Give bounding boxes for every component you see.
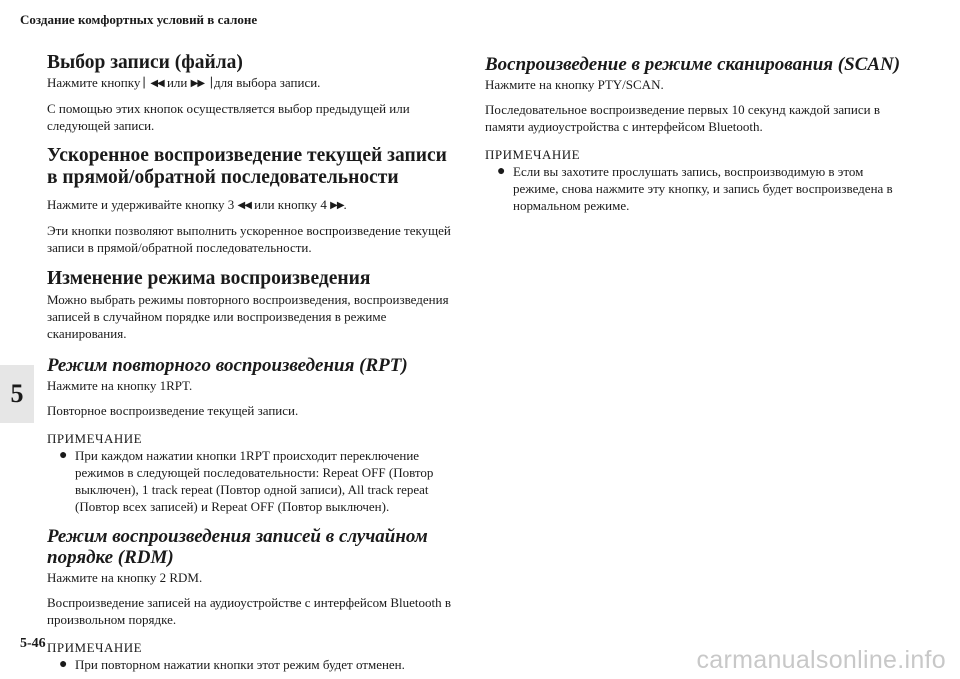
paragraph: С помощью этих кнопок осуществляется выбор предыдущей или следующей записи.	[47, 101, 410, 133]
paragraph: Можно выбрать режимы повторного воспроизведения, воспроизведения записей в случайном порядке или воспроизведения в режиме сканирования.	[47, 292, 449, 341]
rewind-icon: ◀◀	[237, 200, 251, 211]
paragraph: Нажмите на кнопку 2 RDM.	[47, 570, 203, 585]
note-label: ПРИМЕЧАНИЕ	[47, 431, 143, 446]
paragraph: Нажмите на кнопку 1RPT.	[47, 378, 193, 393]
bullet-dot-icon: ●	[59, 448, 68, 463]
section-title-play-mode: Изменение режима воспроизведения	[47, 268, 371, 289]
text: или кнопку 4	[254, 197, 327, 212]
text: или	[166, 75, 188, 90]
section-title-track-select: Выбор записи (файла)	[47, 52, 243, 73]
note-bullet	[47, 656, 463, 673]
fast-forward-icon: ▶▶	[330, 200, 344, 211]
skip-previous-icon: ▏◀◀	[143, 78, 164, 89]
section-title-scan: Воспроизведение в режиме сканирования (SCAN)	[485, 54, 901, 75]
chapter-tab: 5	[0, 365, 34, 423]
page-header: Создание комфортных условий в салоне	[20, 12, 258, 27]
section-title-fast-playback: Ускоренное воспроизведение текущей записи в прямой/обратной последовательности	[47, 145, 447, 188]
note-label: ПРИМЕЧАНИЕ	[47, 640, 143, 655]
bullet-dot-icon: ●	[59, 657, 68, 672]
right-column	[485, 52, 905, 214]
left-column	[47, 52, 463, 673]
watermark-link[interactable]: carmanualsonline.info	[696, 646, 946, 674]
text: Нажмите кнопку	[47, 75, 141, 90]
paragraph	[47, 74, 463, 92]
section-title-rpt: Режим повторного воспроизведения (RPT)	[47, 355, 408, 376]
bullet-text: При каждом нажатии кнопки 1RPT происходит переключение режимов в следующей последовательности: Repeat OFF (Повтор выключен), 1 track repeat (Повтор одной записи), All track repeat (Повтор всех записей) и Repeat OFF (Повтор выключен).	[75, 448, 434, 514]
paragraph: Нажмите на кнопку PTY/SCAN.	[485, 77, 664, 92]
section-title-rdm: Режим воспроизведения записей в случайном порядке (RDM)	[47, 526, 428, 568]
note-bullet	[485, 163, 905, 214]
text: .	[343, 197, 347, 212]
paragraph: Последовательное воспроизведение первых 10 секунд каждой записи в памяти аудиоустройства с интерфейсом Bluetooth.	[485, 102, 880, 134]
note-label: ПРИМЕЧАНИЕ	[485, 147, 581, 162]
bullet-text: Если вы захотите прослушать запись, воспроизводимую в этом режиме, снова нажмите эту кнопку, и запись будет воспроизведена в нормальном режиме.	[513, 164, 893, 213]
note-bullet	[47, 447, 463, 515]
skip-next-icon: ▶▶▕	[190, 78, 211, 89]
text: Нажмите и удерживайте кнопку 3	[47, 197, 235, 212]
paragraph	[47, 196, 463, 214]
bullet-dot-icon: ●	[497, 164, 506, 179]
text: для выбора записи.	[213, 75, 321, 90]
paragraph: Эти кнопки позволяют выполнить ускоренное воспроизведение текущей записи в прямой/обратной последовательности.	[47, 223, 451, 255]
paragraph: Воспроизведение записей на аудиоустройстве с интерфейсом Bluetooth в произвольном порядке.	[47, 595, 451, 627]
paragraph: Повторное воспроизведение текущей записи.	[47, 403, 299, 418]
page-number: 5-46	[20, 636, 46, 651]
bullet-text: При повторном нажатии кнопки этот режим будет отменен.	[75, 657, 405, 672]
